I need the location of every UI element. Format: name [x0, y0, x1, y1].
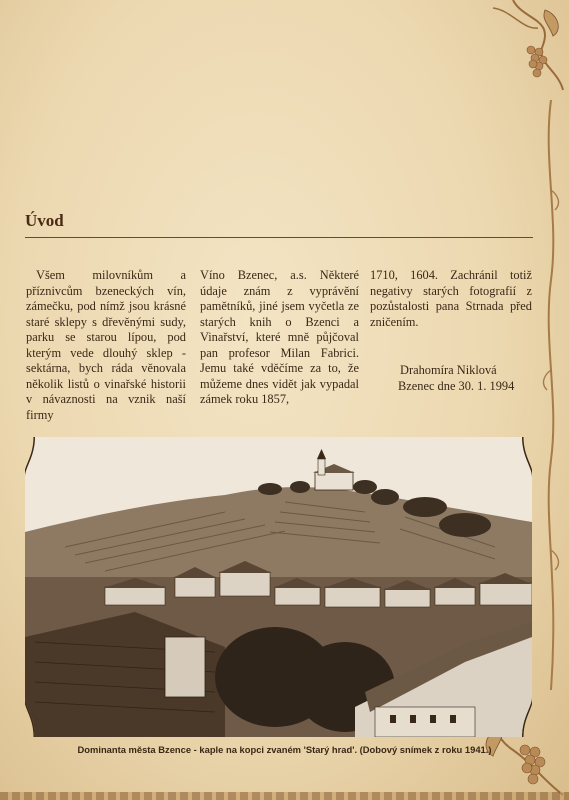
text-column-1: Všem milovníkům a příznivcům bzeneckých vín, zámečku, pod nímž jsou krásné staré sklepy s dřevěnými sudy, parku se starou lípou, pod kterým vede dlouhý sklep - sektárna, bych ráda věnovala několik listů o vinařské historii v návaznosti na vznik naší firmy — [26, 268, 186, 422]
signature — [398, 362, 514, 394]
place-date: Bzenec dne 30. 1. 1994 — [398, 379, 515, 393]
bottom-border — [0, 792, 569, 800]
text-column-3: 1710, 1604. Zachránil totiž negativy starých fotografií z pozůstalosti pana Strnada před zničením. — [370, 268, 532, 329]
historic-photo — [25, 437, 532, 737]
grape-vine-ornament-icon — [483, 0, 569, 110]
text-column-2: Víno Bzenec, a.s. Některé údaje znám z vyprávění pamětníků, jiné jsem vyčetla ze starých knih o Bzenci a Vinařství, které mně půjčoval pan profesor Milan Fabrici. Jemu také vděčíme za to, že můžeme dnes vidět jak vypadal zámek roku 1857, — [200, 268, 359, 406]
photo-caption: Dominanta města Bzence - kaple na kopci zvaném 'Starý hrad'. (Dobový snímek z roku 1941.) — [77, 744, 492, 755]
vine-border — [539, 100, 563, 690]
page-title: Úvod — [25, 211, 64, 230]
author-name: Drahomíra Niklová — [400, 363, 497, 377]
title-divider — [25, 237, 533, 238]
